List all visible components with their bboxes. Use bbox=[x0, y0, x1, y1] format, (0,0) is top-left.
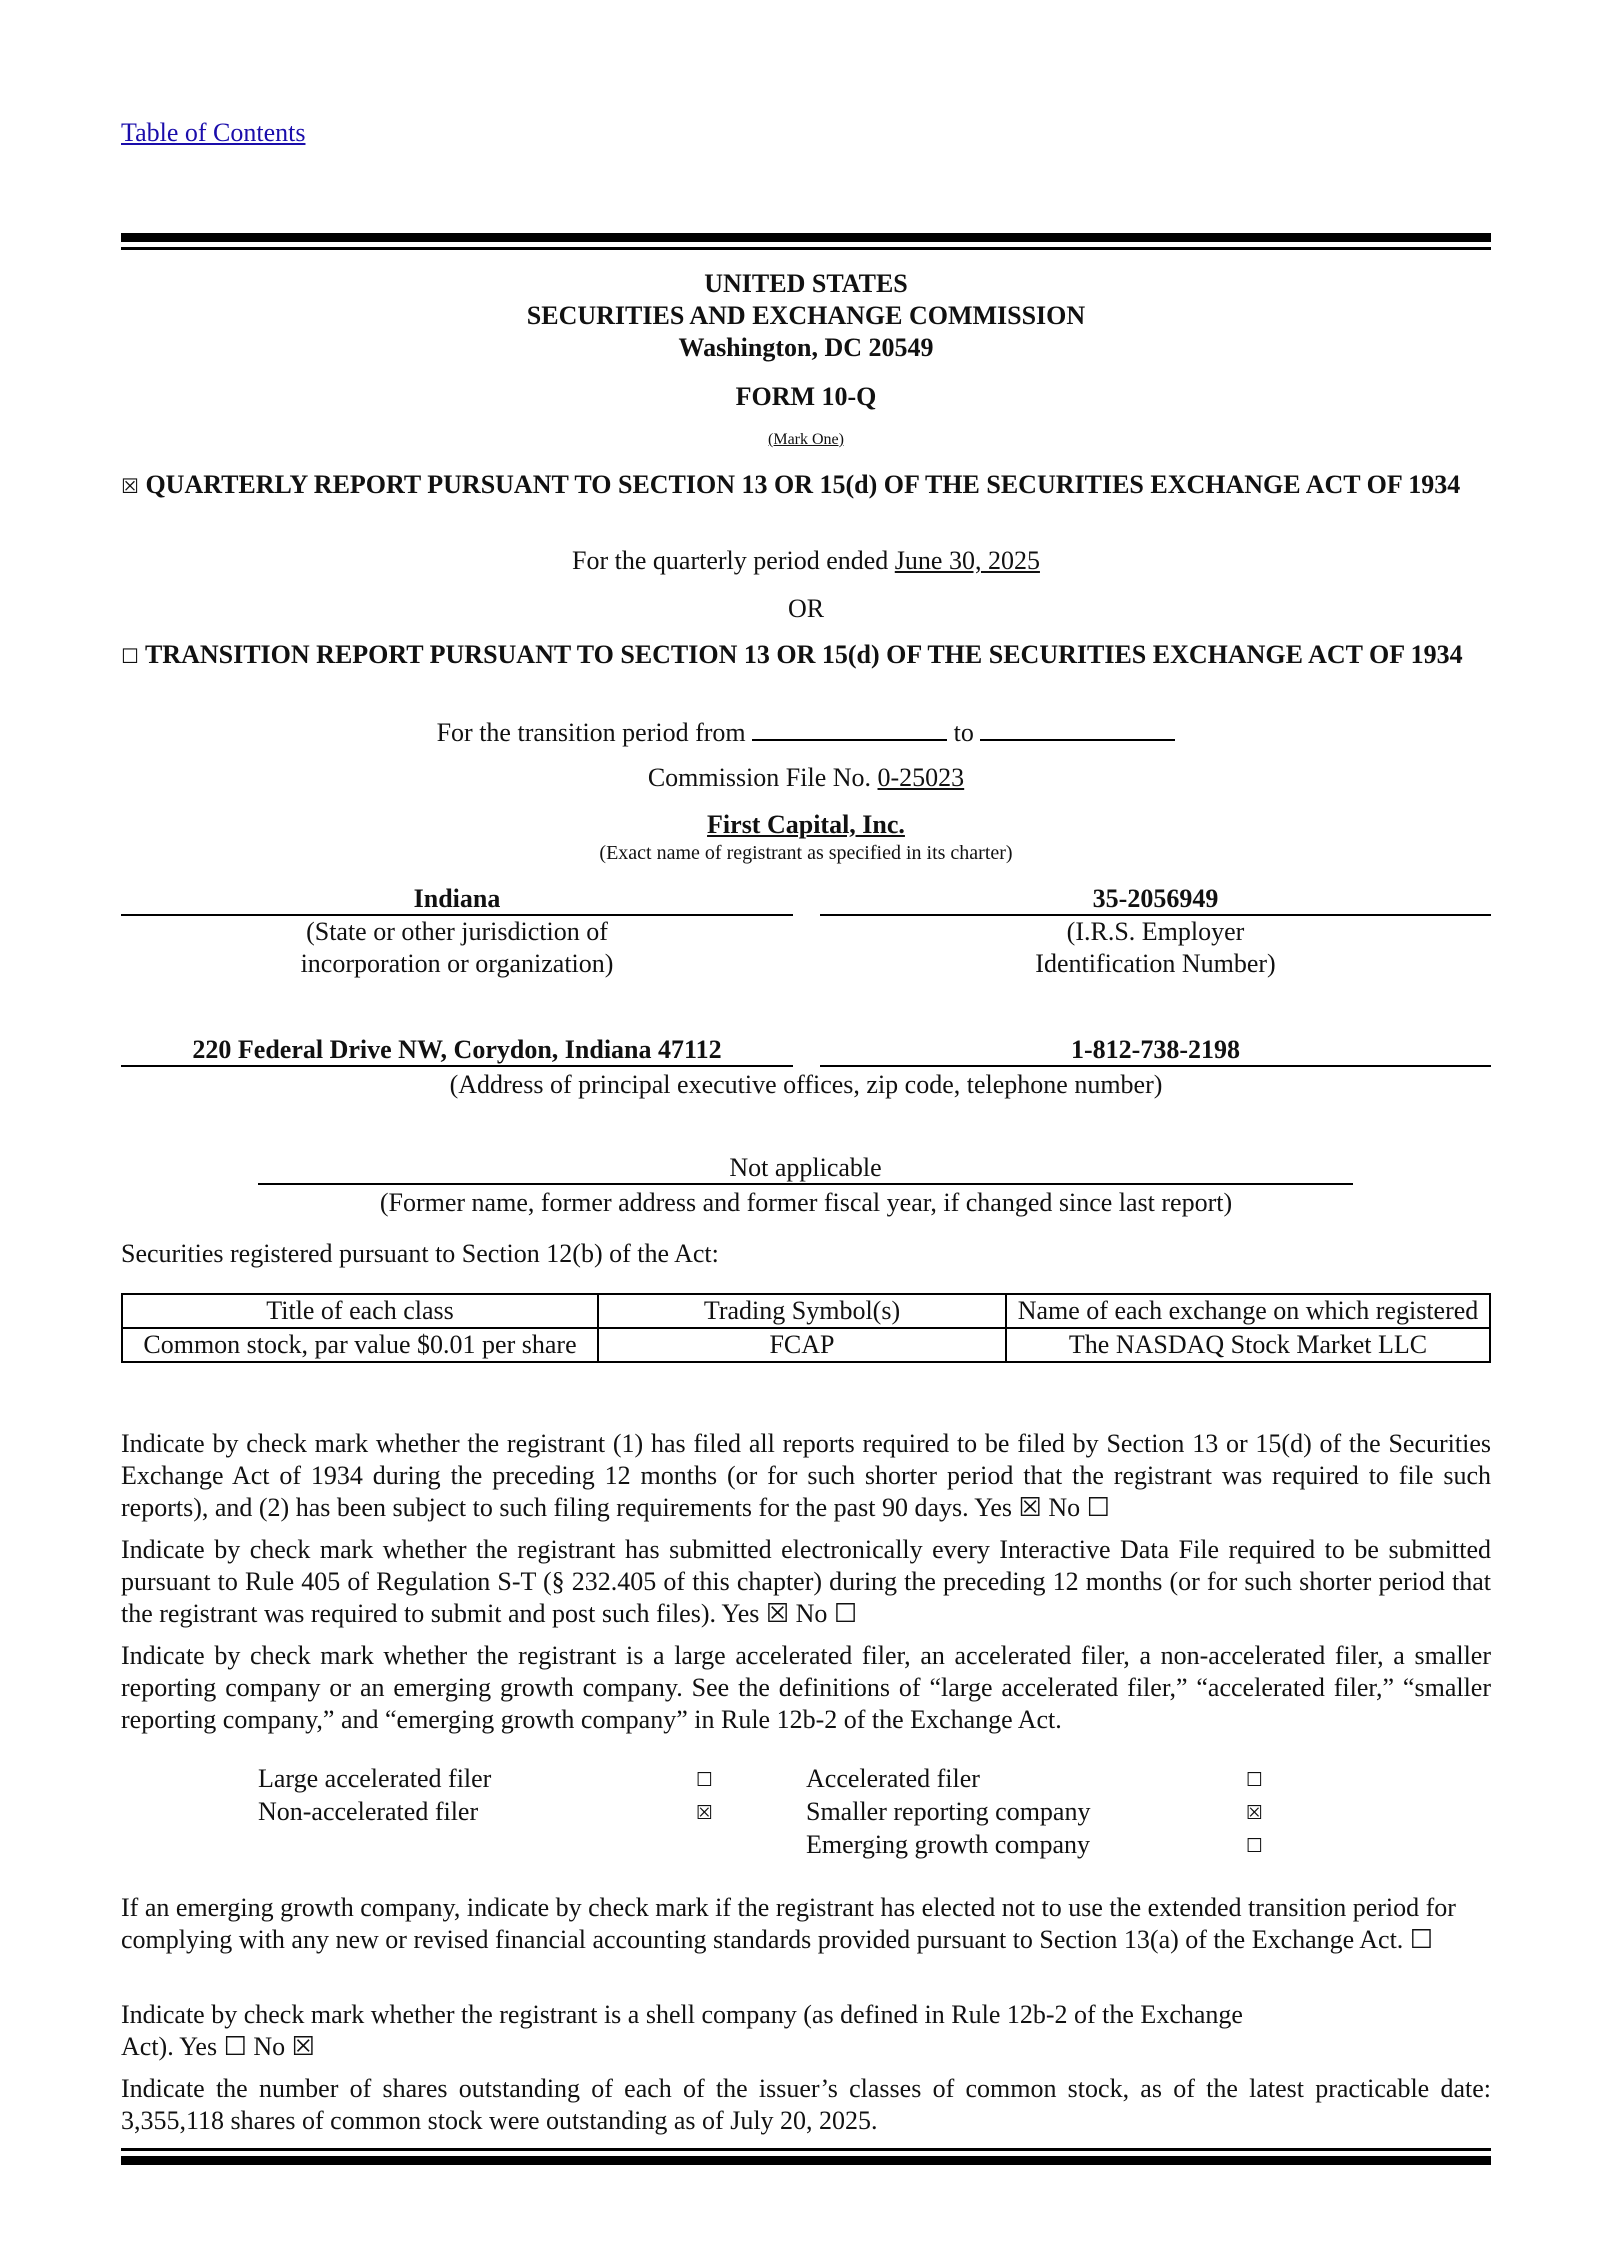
smaller-reporting-company-checkbox: ☒ bbox=[1246, 1802, 1264, 1824]
top-rule-thick bbox=[121, 233, 1491, 242]
col-header-exchange: Name of each exchange on which registered bbox=[1006, 1294, 1490, 1328]
address-block bbox=[121, 1035, 793, 1067]
accelerated-filer-checkbox: ☐ bbox=[1246, 1769, 1264, 1791]
col-header-symbol: Trading Symbol(s) bbox=[598, 1294, 1006, 1328]
transition-period bbox=[121, 717, 1491, 748]
registrant-name-caption: (Exact name of registrant as specified in its charter) bbox=[599, 842, 1013, 864]
top-rule-thin bbox=[121, 247, 1491, 250]
registrant-name: First Capital, Inc. bbox=[707, 810, 905, 839]
quarterly-checkbox: ☒ bbox=[121, 474, 139, 498]
quarterly-report-heading bbox=[121, 468, 1491, 503]
securities-header-row bbox=[122, 1294, 1490, 1328]
quarterly-period-date: June 30, 2025 bbox=[894, 546, 1040, 575]
address-caption: (Address of principal executive offices, zip code, telephone number) bbox=[449, 1070, 1163, 1099]
transition-report-heading bbox=[121, 638, 1491, 673]
form-title: FORM 10-Q bbox=[735, 382, 877, 411]
shares-outstanding-paragraph: Indicate the number of shares outstanding of each of the issuer’s classes of common stock, as of the latest practicable date: 3,355,118 shares of common stock were outstanding as of July 20, 2025. bbox=[121, 2074, 1491, 2135]
bottom-rule-thick bbox=[121, 2156, 1491, 2165]
mark-one: (Mark One) bbox=[768, 431, 844, 448]
phone-block bbox=[820, 1035, 1491, 1067]
header-line-2: SECURITIES AND EXCHANGE COMMISSION bbox=[526, 301, 1086, 330]
quarterly-report-text: QUARTERLY REPORT PURSUANT TO SECTION 13 OR 15(d) OF THE SECURITIES EXCHANGE ACT OF 1934 bbox=[145, 470, 1461, 499]
transition-to-label: to bbox=[953, 718, 974, 747]
or-separator: OR bbox=[787, 594, 825, 623]
ein-caption-2: Identification Number) bbox=[1035, 949, 1276, 978]
commission-file bbox=[121, 763, 1491, 793]
header-line-1: UNITED STATES bbox=[704, 269, 908, 298]
non-accelerated-filer-checkbox: ☒ bbox=[696, 1802, 714, 1824]
col-header-title: Title of each class bbox=[122, 1294, 598, 1328]
table-row bbox=[122, 1328, 1490, 1362]
bottom-rule-thin bbox=[121, 2148, 1491, 2151]
transition-to-blank bbox=[980, 717, 1175, 741]
commission-file-label: Commission File No. bbox=[647, 763, 872, 792]
phone-value: 1-812-738-2198 bbox=[820, 1035, 1491, 1067]
former-value: Not applicable bbox=[258, 1153, 1353, 1185]
commission-file-number: 0-25023 bbox=[877, 763, 965, 792]
ein-caption-1: (I.R.S. Employer bbox=[1066, 917, 1245, 946]
shell-company-line-2: Act). Yes ☐ No ☒ bbox=[121, 2032, 315, 2061]
shell-company-line-1: Indicate by check mark whether the registrant is a shell company (as defined in Rule 12b-2 of the Exchange bbox=[121, 2000, 1243, 2029]
transition-checkbox: ☐ bbox=[121, 644, 139, 668]
state-caption-1: (State or other jurisdiction of bbox=[306, 917, 608, 946]
accelerated-filer-label: Accelerated filer bbox=[806, 1764, 980, 1793]
header-line-3: Washington, DC 20549 bbox=[678, 333, 934, 362]
former-caption: (Former name, former address and former fiscal year, if changed since last report) bbox=[379, 1188, 1233, 1217]
state-block bbox=[121, 884, 793, 980]
former-block bbox=[258, 1153, 1353, 1185]
emerging-growth-company-checkbox: ☐ bbox=[1246, 1835, 1264, 1857]
shell-company-paragraph bbox=[121, 1999, 1491, 2063]
transition-report-text: TRANSITION REPORT PURSUANT TO SECTION 13 OR 15(d) OF THE SECURITIES EXCHANGE ACT OF 1934 bbox=[144, 640, 1463, 669]
large-accelerated-filer-label: Large accelerated filer bbox=[258, 1764, 492, 1793]
smaller-reporting-company-label: Smaller reporting company bbox=[806, 1797, 1091, 1826]
quarterly-period-label: For the quarterly period ended bbox=[572, 546, 889, 575]
securities-table bbox=[121, 1293, 1491, 1363]
non-accelerated-filer-label: Non-accelerated filer bbox=[258, 1797, 479, 1826]
ein-value: 35-2056949 bbox=[820, 884, 1491, 916]
securities-intro: Securities registered pursuant to Section 12(b) of the Act: bbox=[121, 1239, 719, 1268]
ein-block bbox=[820, 884, 1491, 980]
reports-filed-paragraph: Indicate by check mark whether the registrant (1) has filed all reports required to be filed by Section 13 or 15(d) of the Securities Exchange Act of 1934 during the preceding 12 months (or for such shorter period that the registrant was required to file such reports), and (2) has been subject to such filing requirements for the past 90 days. Yes ☒ No ☐ bbox=[121, 1429, 1491, 1522]
transition-from-blank bbox=[752, 717, 947, 741]
cell-exchange-name: The NASDAQ Stock Market LLC bbox=[1006, 1328, 1490, 1362]
transition-from-label: For the transition period from bbox=[436, 718, 746, 747]
large-accelerated-filer-checkbox: ☐ bbox=[696, 1769, 714, 1791]
quarterly-period bbox=[121, 546, 1491, 576]
cell-class-title: Common stock, par value $0.01 per share bbox=[122, 1328, 598, 1362]
filer-status-paragraph: Indicate by check mark whether the registrant is a large accelerated filer, an accelerated filer, a non-accelerated filer, a smaller reporting company or an emerging growth company. See the definitions of “large accelerated filer,” “accelerated filer,” “smaller reporting company,” and “emerging growth company” in Rule 12b-2 of the Exchange Act. bbox=[121, 1641, 1491, 1734]
cell-trading-symbol: FCAP bbox=[598, 1328, 1006, 1362]
table-of-contents-link[interactable]: Table of Contents bbox=[121, 118, 306, 147]
address-value: 220 Federal Drive NW, Corydon, Indiana 47112 bbox=[121, 1035, 793, 1067]
agency-header bbox=[121, 268, 1491, 364]
emerging-growth-paragraph: If an emerging growth company, indicate by check mark if the registrant has elected not to use the extended transition period for complying with any new or revised financial accounting standards provided pursuant to Section 13(a) of the Exchange Act. ☐ bbox=[121, 1893, 1456, 1954]
interactive-data-paragraph: Indicate by check mark whether the registrant has submitted electronically every Interactive Data File required to be submitted pursuant to Rule 405 of Regulation S-T (§ 232.405 of this chapter) during the preceding 12 months (or for such shorter period that the registrant was required to submit and post such files). Yes ☒ No ☐ bbox=[121, 1535, 1491, 1628]
state-caption-2: incorporation or organization) bbox=[300, 949, 614, 978]
state-value: Indiana bbox=[121, 884, 793, 916]
emerging-growth-company-label: Emerging growth company bbox=[806, 1830, 1091, 1859]
